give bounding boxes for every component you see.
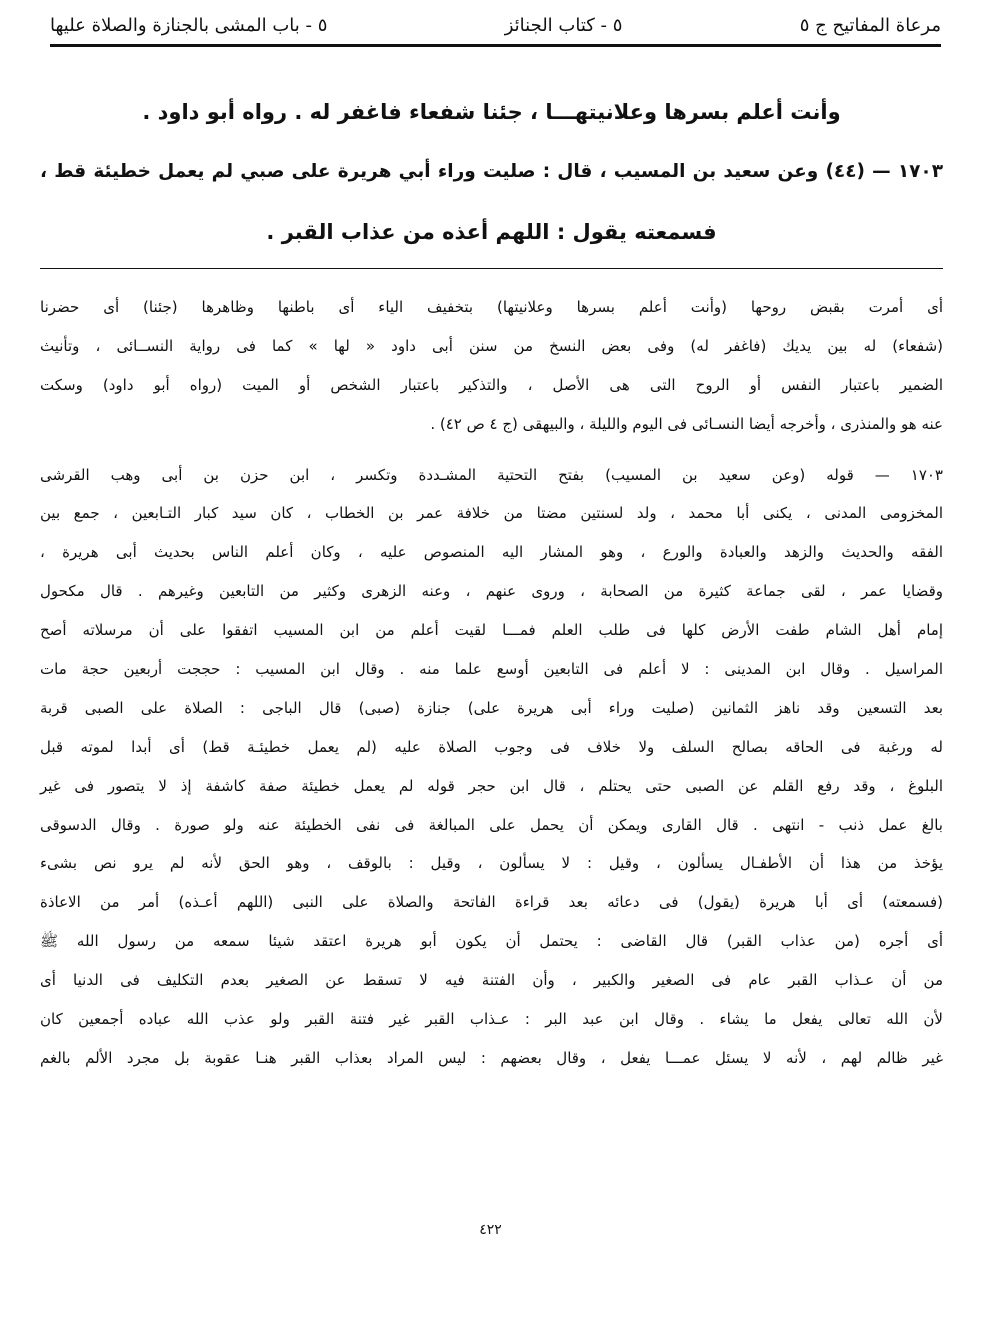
- commentary-line: من أن عـذاب القبر عام فى الصغير والكبير ، وأن الفتنة فيه لا تسقط عن الصغير بعدم التكليف فى الدنيا أى: [40, 971, 943, 990]
- header-section: ٥ - كتاب الجنائز: [504, 14, 623, 36]
- header-rule: [50, 44, 941, 47]
- commentary-line: المخزومى المدنى ، يكنى أبا محمد ، ولد لسنتين مضتا من خلافة عمر بن الخطاب ، كان سيد كبار التـابعين ، جمع بين: [40, 504, 943, 523]
- commentary-paragraph-2: [40, 456, 943, 1078]
- commentary-line: (فسمعته) أى أبا هريرة (يقول) فى دعائه بعد قراءة الفاتحة والصلاة على النبى (اللهم أعـذه) أمر من الاعاذة: [40, 893, 943, 912]
- commentary-line: البلوغ ، وقد رفع القلم عن الصبى حتى يحتلم ، قال ابن حجر قوله لم يعمل خطيئة صفة كاشفة إذ لا يتصور فى غير: [40, 776, 943, 795]
- commentary-line: بعد التسعين وقد ناهز الثمانين (صليت وراء أبى هريرة على) جنازة (صبى) قال الباجى : الصلاة على الصبى قربة: [40, 698, 943, 717]
- commentary-line: (شفعاء) له بين يديك (فاغفر له) وفى بعض النسخ من سنن أبى داود « لها » كما فى رواية النســائى ، وتأنيث: [40, 336, 943, 355]
- hadith-line: وأنت أعلم بسرها وعلانيتهـــا ، جئنا شفعاء فاغفر له . رواه أبو داود .: [142, 100, 841, 124]
- commentary-line: إمام أهل الشام طفت الأرض كلها فى طلب العلم فمـــا لقيت أعلم من ابن المسيب اتفقوا على أن مرسلاته أصح: [40, 621, 943, 640]
- hadith-text: [40, 82, 943, 262]
- hadith-line: فسمعته يقول : اللهم أعذه من عذاب القبر .: [266, 220, 717, 244]
- commentary-line: لأن الله تعالى يفعل ما يشاء . وقال ابن عبد البر : عـذاب القبر غير فتنة القبر ولو عذب الله عباده أجمعين كان: [40, 1010, 943, 1029]
- commentary-line: المراسيل . وقال ابن المدينى : لا أعلم فى التابعين أوسع علما منه . وقال ابن المسيب : حججت أربعين حجة مات: [40, 660, 943, 679]
- commentary-line: غير ظالم لهم ، لأنه لا يسئل عمـــا يفعل ، وقال بعضهم : ليس المراد بعذاب القبر هنـا عقوبة بل مجرد الألم بالغم: [40, 1048, 943, 1067]
- commentary-paragraph-1: [40, 288, 943, 444]
- commentary-line: بالغ عمل ذنب - انتهى . قال القارى ويمكن أن يحمل على المبالغة فى نفى الخطيئة عنه ولو صورة . وقال الدسوقى: [40, 815, 943, 834]
- commentary-line: أى أمرت بقبض روحها (وأنت أعلم بسرها وعلانيتها) بتخفيف الياء أى باطنها وظاهرها (جئنا) أى حضرنا: [40, 298, 943, 316]
- header-book-title: مرعاة المفاتيح ج ٥: [799, 14, 941, 36]
- paragraph-gap: [40, 444, 943, 456]
- page-number: ٤٢٢: [479, 1222, 502, 1238]
- commentary-line: الضمير باعتبار النفس أو الروح التى هى الأصل ، والتذكير باعتبار الشخص أو الميت (رواه أبو داود) وسكت: [40, 375, 943, 394]
- commentary: [40, 288, 943, 1078]
- header-chapter: ٥ - باب المشى بالجنازة والصلاة عليها: [50, 14, 328, 36]
- running-header: [50, 8, 941, 42]
- hadith-line: ١٧٠٣ — (٤٤) وعن سعيد بن المسيب ، قال : صليت وراء أبي هريرة على صبي لم يعمل خطيئة قط ،: [40, 161, 943, 182]
- section-divider: [40, 268, 943, 269]
- commentary-line: ١٧٠٣ — قوله (وعن سعيد بن المسيب) بفتح التحتية المشـددة وتكسر ، ابن حزن بن أبى وهب القرشى: [40, 465, 943, 484]
- commentary-line: عنه هو والمنذرى ، وأخرجه أيضا النسـائى فى اليوم والليلة ، والبيهقى (ج ٤ ص ٤٢) .: [430, 414, 943, 433]
- commentary-line: وقضايا عمر ، لقى جماعة كثيرة من الصحابة ، وروى عنهم ، وعنه الزهرى وكثير من التابعين وغيرهم . قال مكحول: [40, 582, 943, 601]
- commentary-line: أى أجره (من عذاب القبر) قال القاضى : يحتمل أن يكون أبو هريرة اعتقد شيئا سمعه من رسول الله ﷺ: [40, 932, 943, 951]
- commentary-line: يؤخذ من هذا أن الأطفـال يسألون ، وقيل : لا يسألون ، وقيل : بالوقف ، وهو الحق لأنه لم يرو نص بشىء: [40, 854, 943, 873]
- commentary-line: الفقه والحديث والزهد والعبادة والورع ، وهو المشار اليه المنصوص عليه ، وكان أعلم الناس بحديث أبى هريرة ،: [40, 543, 943, 562]
- commentary-line: له ورغبة فى الحاقه بصالح السلف ولا خلاف فى وجوب الصلاة عليه (لم يعمل خطيئـة قط) أى أبدا لموته قبل: [40, 737, 943, 756]
